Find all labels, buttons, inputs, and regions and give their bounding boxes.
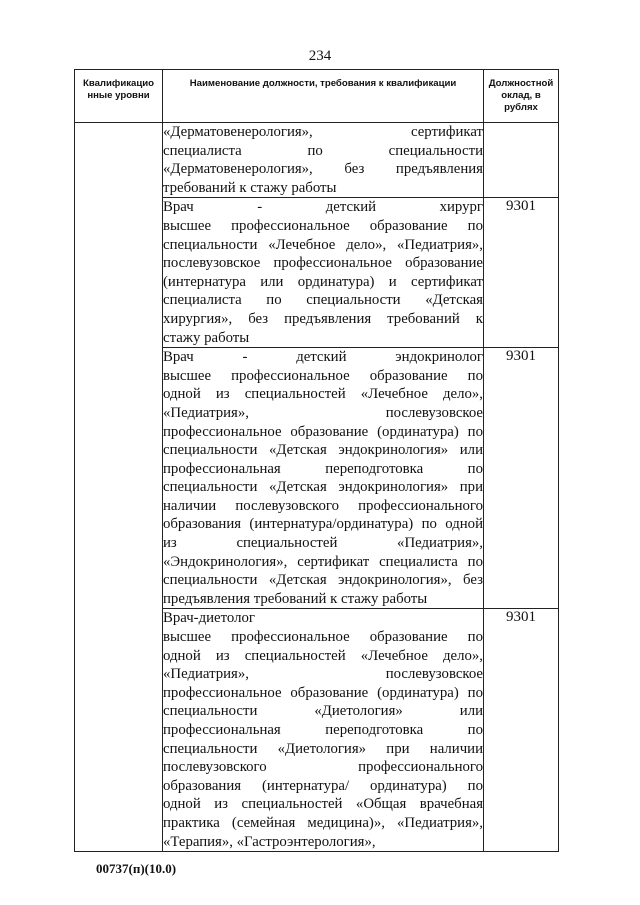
requirement-line: образования (интернатура/ ординатура) по [163, 777, 483, 794]
requirement-line: профессиональная переподготовка по [163, 460, 483, 477]
requirement-line: специалиста по специальности [163, 142, 483, 159]
requirement-line: высшее профессиональное образование по [163, 217, 483, 234]
requirement-line: «Эндокринология», сертификат специалиста по [163, 553, 483, 570]
header-position-requirements-text: Наименование должности, требования к квалификации [189, 78, 457, 89]
requirement-line: Врач - детский эндокринолог [163, 349, 483, 366]
requirement-line: специальности «Детская эндокринология» или [163, 442, 483, 459]
requirement-line: послевузовского профессионального [163, 759, 483, 776]
salary-cell: 9301 [484, 348, 559, 609]
header-qualification-levels-text: Квалификацио нные уровни [82, 78, 155, 101]
table-row [75, 123, 559, 198]
requirement-line: специалиста по специальности «Детская [163, 292, 483, 309]
requirement-line: одной из специальностей «Общая врачебная [163, 796, 483, 813]
requirement-line: «Дерматовенерология», без предъявления [163, 161, 483, 178]
requirement-line: стажу работы [163, 329, 250, 346]
table-header-row [75, 70, 559, 123]
requirement-line: требований к стажу работы [163, 179, 337, 196]
requirement-line: «Педиатрия», послевузовское [163, 666, 483, 683]
qualification-level-cell [75, 123, 163, 852]
requirement-line: «Дерматовенерология», сертификат [163, 124, 483, 140]
requirement-line: предъявления требований к стажу работы [163, 590, 428, 607]
salary-cell [484, 123, 559, 198]
requirement-line: послевузовское профессиональное образование [163, 255, 483, 272]
requirement-line: специальности «Диетология» при наличии [163, 740, 483, 757]
requirement-line: специальности «Диетология» или [163, 703, 483, 720]
requirement-line: высшее профессиональное образование по [163, 629, 483, 646]
requirement-line: одной из специальностей «Лечебное дело», [163, 386, 483, 403]
requirement-line: профессиональная переподготовка по [163, 722, 483, 738]
requirement-line: одной из специальностей «Лечебное дело», [163, 647, 483, 664]
header-salary [484, 70, 559, 123]
position-requirements-cell [163, 348, 484, 609]
requirement-line: практика (семейная медицина)», «Педиатрия», [163, 814, 483, 831]
requirement-line: из специальностей «Педиатрия», [163, 535, 483, 552]
requirement-line: «Педиатрия», послевузовское [163, 404, 483, 421]
header-position-requirements [163, 70, 484, 123]
page-number: 234 [308, 48, 332, 64]
requirement-line: наличии послевузовского профессионального [163, 497, 483, 514]
requirement-line: специальности «Лечебное дело», «Педиатрия», [163, 236, 483, 253]
requirement-line: «Терапия», «Гастроэнтерология», [163, 833, 376, 850]
requirement-line: профессиональное образование (ординатура) по [163, 684, 483, 701]
requirement-line: образования (интернатура/ординатура) по одной [163, 516, 483, 533]
requirement-line: профессиональное образование (ординатура) по [163, 423, 483, 440]
document-code: 00737(п)(10.0) [96, 861, 177, 876]
requirement-line: специальности «Детская эндокринология», без [163, 572, 483, 589]
requirement-line: хирургия», без предъявления требований к [163, 310, 483, 327]
salary-cell: 9301 [484, 609, 559, 852]
header-salary-text: Должностной оклад, в рублях [488, 78, 554, 113]
qualification-table [74, 69, 559, 852]
position-requirements-cell [163, 609, 484, 852]
requirement-line: высшее профессиональное образование по [163, 367, 483, 384]
requirement-line: Врач-диетолог [163, 610, 255, 627]
requirement-line: специальности «Детская эндокринология» при [163, 479, 483, 496]
requirement-line: (интернатура или ординатура) и сертификат [163, 273, 483, 290]
position-requirements-cell [163, 123, 484, 198]
header-qualification-levels [75, 70, 163, 123]
salary-cell: 9301 [484, 198, 559, 348]
position-requirements-cell [163, 198, 484, 348]
requirement-line: Врач - детский хирург [163, 199, 483, 216]
